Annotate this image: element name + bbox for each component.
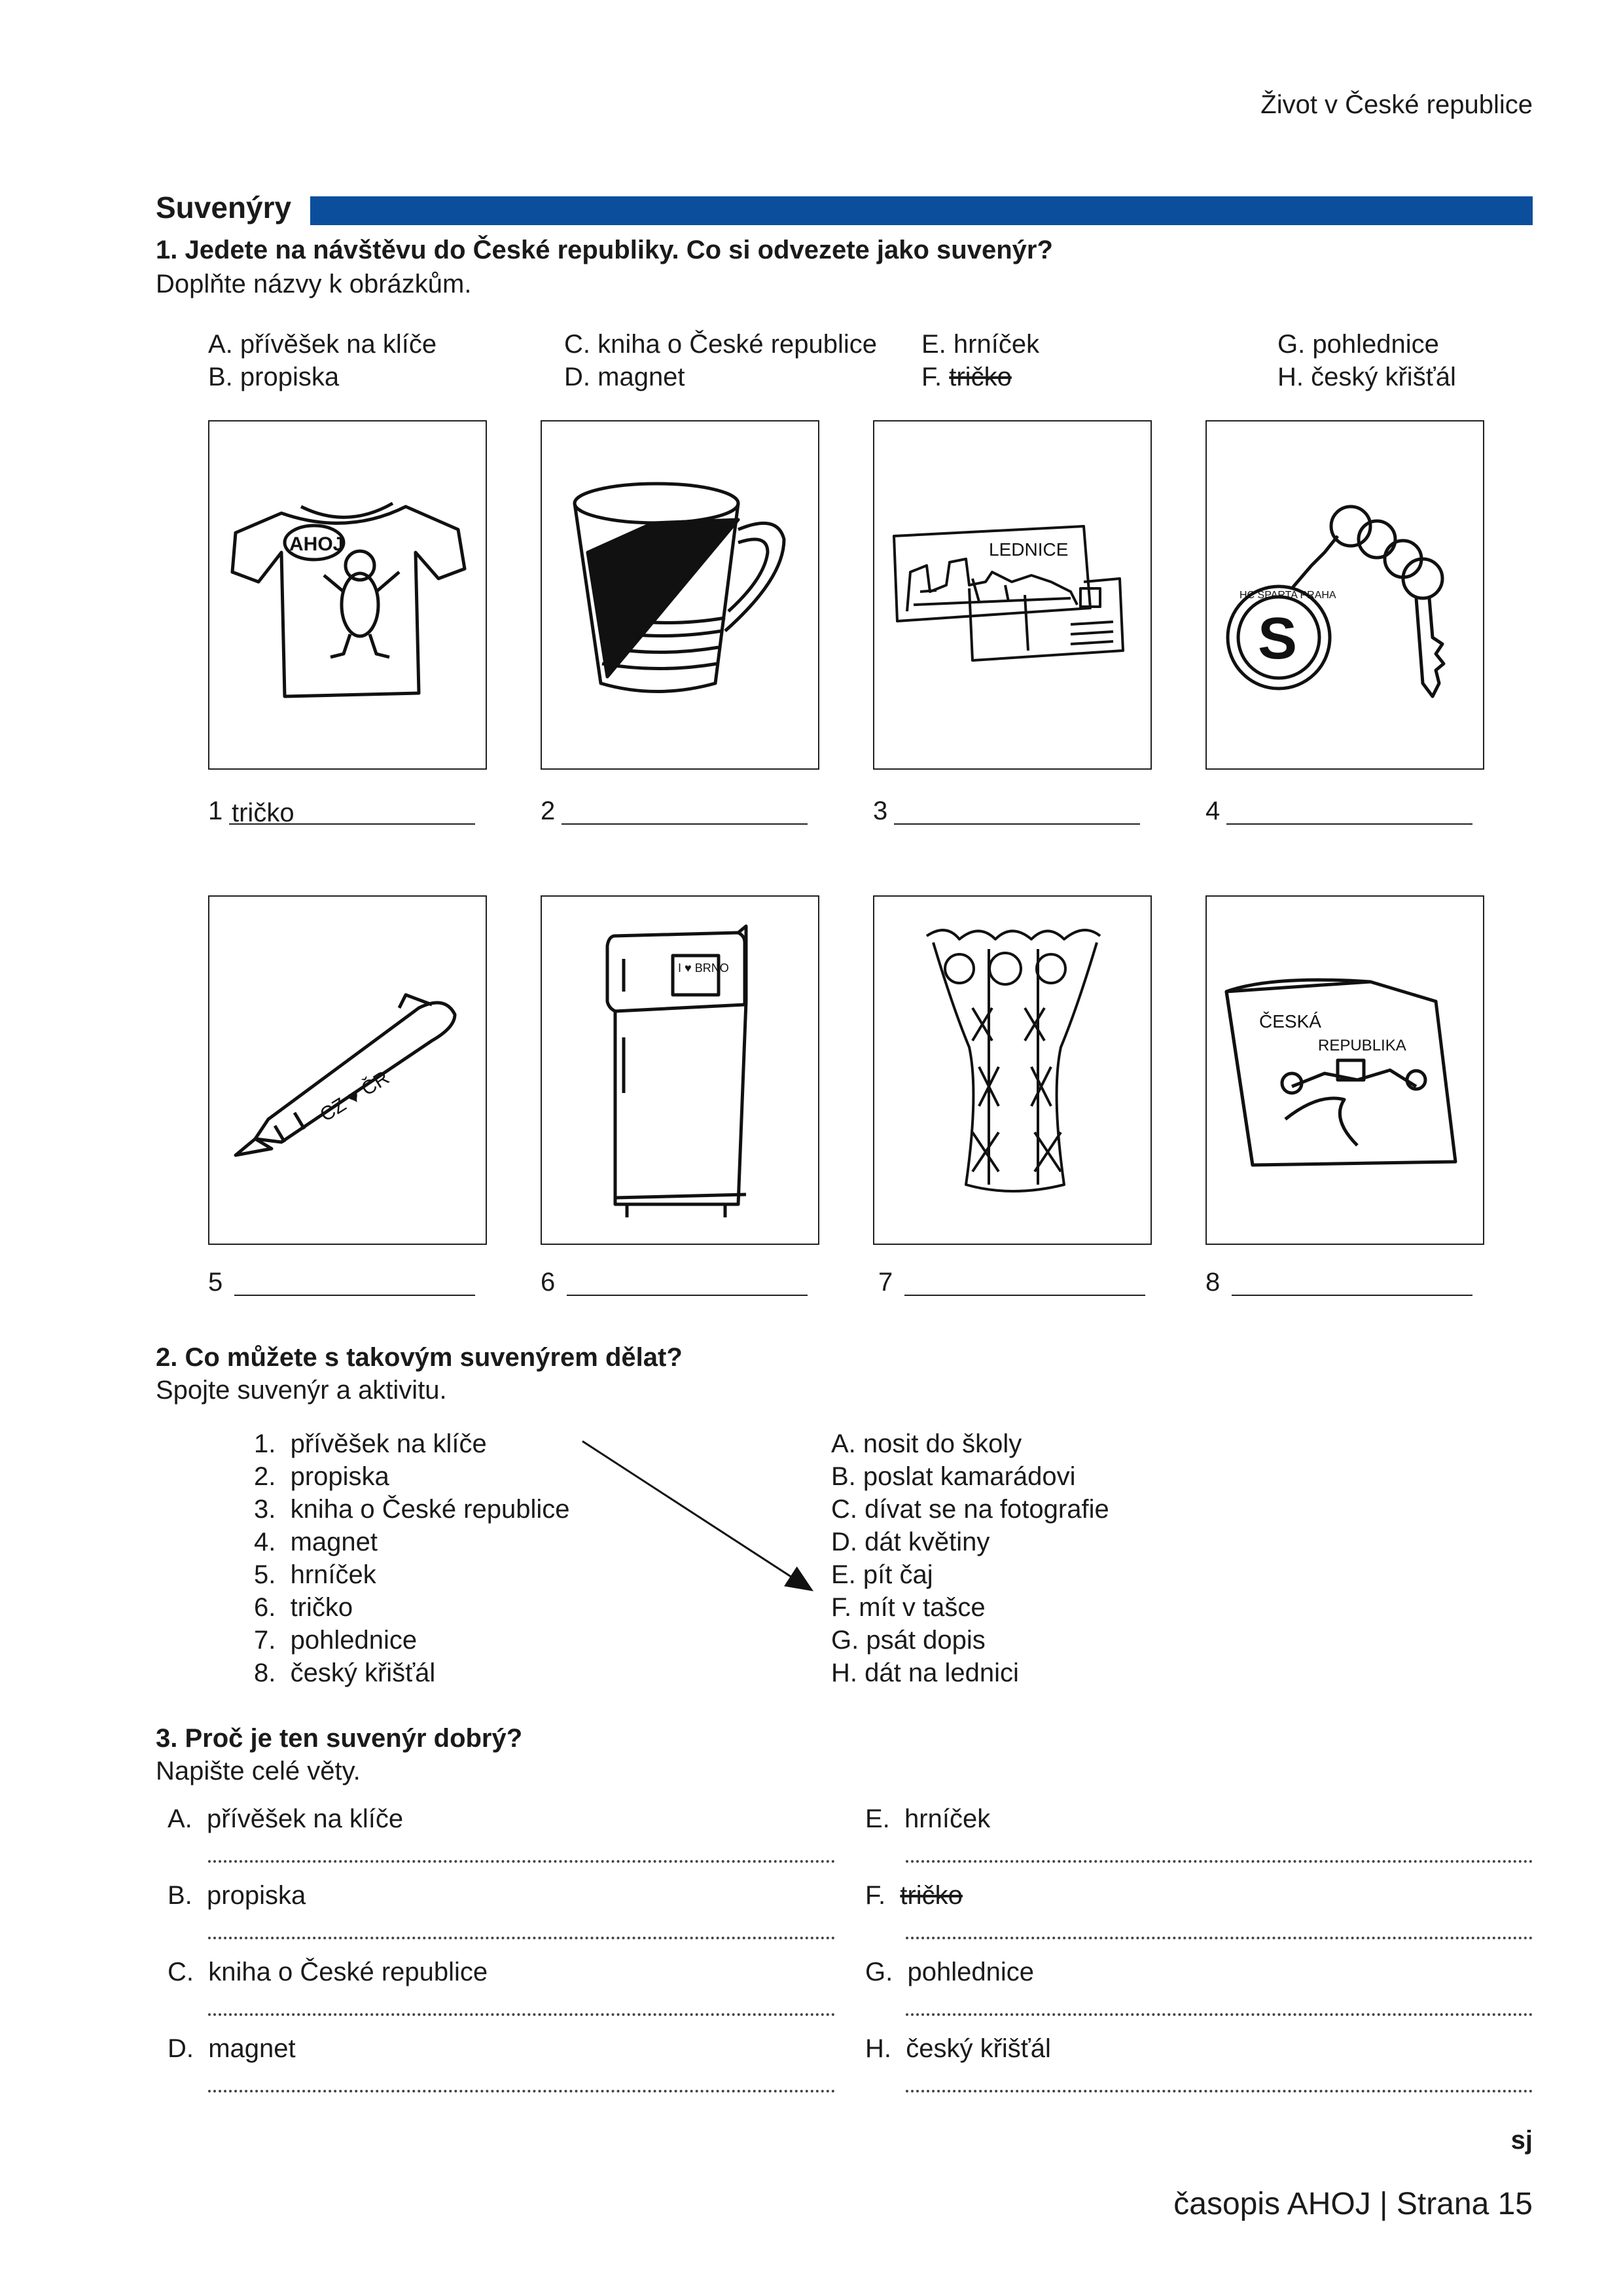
section-title: Suvenýry: [156, 190, 292, 224]
answer-number-3: 3: [873, 797, 888, 825]
picture-3: [873, 420, 1152, 770]
exercise-3-title: 3. Proč je ten suvenýr dobrý?: [156, 1724, 523, 1753]
answer-line-1[interactable]: [229, 797, 475, 825]
postcard-drawing: [874, 422, 1150, 768]
activity-item: B. poslat kamarádovi: [831, 1462, 1076, 1491]
activity-item: G. psát dopis: [831, 1626, 986, 1655]
keychain-drawing: [1207, 422, 1483, 768]
exercise-3-instruction: Napište celé věty.: [156, 1757, 361, 1785]
svg-text:HC SPARTA PRAHA: HC SPARTA PRAHA: [1240, 590, 1336, 601]
reason-line-d[interactable]: [208, 2083, 835, 2092]
option-g: G. pohlednice: [1277, 330, 1439, 359]
option-c: C. kniha o České republice: [564, 330, 878, 359]
souvenir-item: 1. přívěšek na klíče: [254, 1429, 487, 1458]
answer-number-5: 5: [208, 1268, 223, 1297]
activity-item: C. dívat se na fotografie: [831, 1495, 1109, 1524]
answer-number-8: 8: [1205, 1268, 1221, 1297]
answer-text-1: tričko: [232, 798, 294, 827]
reason-line-f[interactable]: [906, 1930, 1533, 1939]
svg-text:LEDNICE: LEDNICE: [989, 539, 1069, 560]
reason-label-c: C. kniha o České republice: [168, 1958, 488, 1986]
exercise-2-instruction: Spojte suvenýr a aktivitu.: [156, 1376, 447, 1405]
author-signature: sj: [1510, 2126, 1533, 2155]
exercise-2-title: 2. Co můžete s takovým suvenýrem dělat?: [156, 1343, 683, 1372]
souvenir-item: 6. tričko: [254, 1593, 353, 1622]
answer-line-6[interactable]: [567, 1268, 808, 1296]
reason-line-c[interactable]: [208, 2007, 835, 2016]
fridge-magnet-drawing: [542, 897, 818, 1244]
answer-line-4[interactable]: [1226, 797, 1472, 825]
option-d: D. magnet: [564, 363, 685, 391]
reason-line-h[interactable]: [906, 2083, 1533, 2092]
activity-item: F. mít v tašce: [831, 1593, 986, 1622]
picture-5: [208, 895, 487, 1245]
mug-drawing: [542, 422, 818, 768]
svg-text:AHOJ: AHOJ: [289, 533, 344, 555]
option-e: E. hrníček: [921, 330, 1040, 359]
picture-4: [1205, 420, 1484, 770]
reason-label-f: F. tričko: [865, 1881, 963, 1910]
souvenir-item: 4. magnet: [254, 1528, 378, 1556]
exercise-1-instruction: Doplňte názvy k obrázkům.: [156, 270, 472, 298]
picture-7: [873, 895, 1152, 1245]
example-connection-arrow: [563, 1420, 825, 1604]
exercise-1-title: 1. Jedete na návštěvu do České republiky. Co si odvezete jako suvenýr?: [156, 236, 1053, 264]
souvenir-item: 5. hrníček: [254, 1560, 376, 1589]
answer-line-3[interactable]: [894, 797, 1140, 825]
reason-label-h: H. český křišťál: [865, 2034, 1051, 2063]
book-drawing: [1207, 897, 1483, 1244]
option-b: B. propiska: [208, 363, 340, 391]
answer-number-4: 4: [1205, 797, 1221, 825]
activity-item: H. dát na lednici: [831, 1659, 1019, 1687]
answer-line-5[interactable]: [234, 1268, 475, 1296]
answer-line-8[interactable]: [1232, 1268, 1472, 1296]
svg-text:S: S: [1258, 606, 1298, 672]
reason-line-b[interactable]: [208, 1930, 835, 1939]
answer-number-2: 2: [541, 797, 556, 825]
reason-line-e[interactable]: [906, 1854, 1533, 1863]
reason-label-d: D. magnet: [168, 2034, 296, 2063]
t-shirt-drawing: [209, 422, 486, 768]
page-footer: časopis AHOJ | Strana 15: [1173, 2187, 1533, 2221]
option-h: H. český křišťál: [1277, 363, 1456, 391]
answer-number-1: 1: [208, 797, 223, 825]
reason-label-e: E. hrníček: [865, 1804, 991, 1833]
option-a: A. přívěšek na klíče: [208, 330, 437, 359]
svg-text:CZ ♥ ČR: CZ ♥ ČR: [316, 1067, 393, 1126]
picture-8: [1205, 895, 1484, 1245]
svg-text:ČESKÁ: ČESKÁ: [1259, 1011, 1321, 1031]
section-title-bar: [310, 196, 1533, 225]
svg-text:REPUBLIKA: REPUBLIKA: [1318, 1037, 1406, 1054]
answer-line-7[interactable]: [904, 1268, 1145, 1296]
answer-number-6: 6: [541, 1268, 556, 1297]
souvenir-item: 3. kniha o České republice: [254, 1495, 570, 1524]
reason-label-g: G. pohlednice: [865, 1958, 1034, 1986]
answer-number-7: 7: [878, 1268, 893, 1297]
reason-label-a: A. přívěšek na klíče: [168, 1804, 404, 1833]
option-f: F. tričko: [921, 363, 1012, 391]
activity-item: A. nosit do školy: [831, 1429, 1022, 1458]
crystal-vase-drawing: [874, 897, 1150, 1244]
activity-item: E. pít čaj: [831, 1560, 933, 1589]
reason-line-a[interactable]: [208, 1854, 835, 1863]
picture-6: [541, 895, 819, 1245]
answer-line-2[interactable]: [562, 797, 808, 825]
souvenir-item: 7. pohlednice: [254, 1626, 418, 1655]
running-title: Život v České republice: [1260, 90, 1533, 119]
reason-line-g[interactable]: [906, 2007, 1533, 2016]
souvenir-item: 8. český křišťál: [254, 1659, 436, 1687]
activity-item: D. dát květiny: [831, 1528, 990, 1556]
souvenir-item: 2. propiska: [254, 1462, 389, 1491]
picture-1: [208, 420, 487, 770]
picture-2: [541, 420, 819, 770]
reason-label-b: B. propiska: [168, 1881, 306, 1910]
svg-text:I ♥ BRNO: I ♥ BRNO: [678, 961, 729, 975]
pen-drawing: [209, 897, 486, 1244]
